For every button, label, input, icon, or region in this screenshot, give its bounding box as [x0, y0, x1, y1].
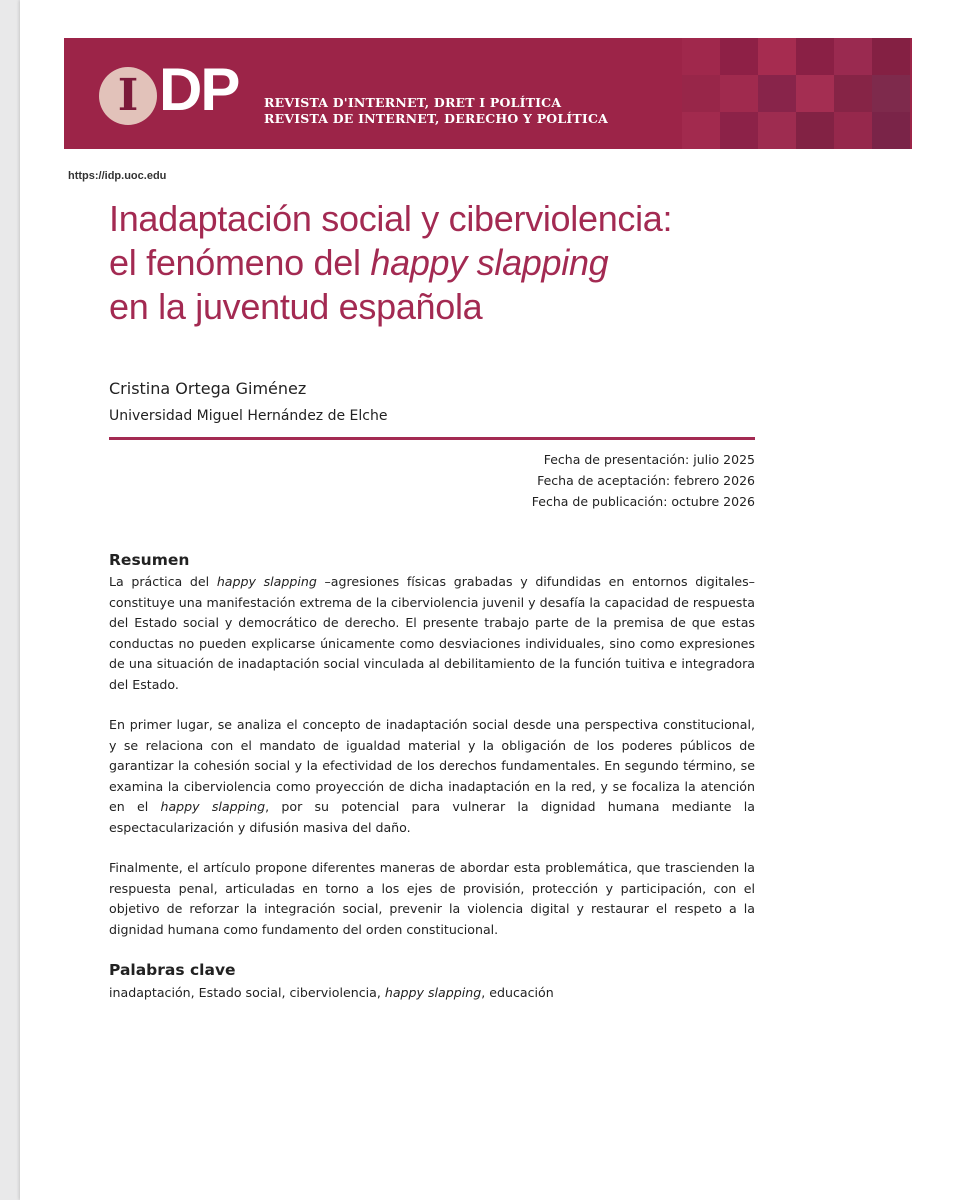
abstract-p1-text-cont: –agresiones físicas grabadas y difundidas en entornos digitales– constituye una manifestación extrema de la ciberviolencia juvenil y desafía la capacidad de respuesta del Estado social y democrático de derecho. El presente trabajo parte de la premisa de que estas conductas no pueden explicarse únicamente como desviaciones individuales, sino como expresiones de una situación de inadaptación social vinculada al debilitamiento de la función tuitiva e integradora del Estado.	[109, 574, 755, 692]
abstract-p2-emphasis: happy slapping	[160, 799, 266, 814]
title-line-2-pre: el fenómeno del	[109, 242, 371, 283]
journal-url-link[interactable]: https://idp.uoc.edu	[68, 170, 167, 182]
journal-title-catalan: REVISTA D'INTERNET, DRET I POLÍTICA	[264, 95, 562, 110]
header-divider	[109, 437, 755, 440]
abstract-p1-emphasis: happy slapping	[216, 574, 317, 589]
abstract-paragraph-1	[109, 572, 755, 695]
author-affiliation: Universidad Miguel Hernández de Elche	[109, 408, 388, 424]
journal-logo-dp: DP	[159, 56, 239, 123]
keywords-emphasis: happy slapping	[384, 985, 482, 1000]
keywords-heading: Palabras clave	[109, 961, 236, 979]
author-name: Cristina Ortega Giménez	[109, 379, 307, 398]
abstract-body	[109, 572, 755, 960]
keywords-list	[109, 983, 755, 1003]
title-line-1: Inadaptación social y ciberviolencia:	[109, 198, 673, 239]
title-line-3: en la juventud española	[109, 286, 483, 327]
abstract-p2-text: En primer lugar, se analiza el concepto de inadaptación social desde una perspectiva constitucional, y se relaciona con el mandato de igualdad material y la obligación de los poderes públicos de garantizar la cohesión social y la efectividad de los derechos fundamentales. En segundo término, se examina la ciberviolencia como proyección de dicha inadaptación en la red, y se focaliza la atención en el	[109, 717, 755, 814]
article-dates	[532, 449, 755, 512]
abstract-paragraph-2	[109, 715, 755, 838]
keywords-text: inadaptación, Estado social, ciberviolencia,	[109, 985, 385, 1000]
date-published: Fecha de publicación: octubre 2026	[531, 494, 755, 509]
abstract-p2-text-cont: , por su potencial para vulnerar la dignidad humana mediante la espectacularización y difusión masiva del daño.	[109, 799, 756, 835]
journal-banner	[64, 38, 912, 149]
abstract-paragraph-3: Finalmente, el artículo propone diferentes maneras de abordar esta problemática, que trascienden la respuesta penal, articuladas en torno a los ejes de provisión, protección y participación, con el objetivo de reforzar la integración social, prevenir la violencia digital y restaurar el respeto a la dignidad humana como fundamento del orden constitucional.	[109, 860, 755, 937]
journal-titles	[264, 95, 608, 127]
title-line-2-emphasis: happy slapping	[370, 242, 609, 283]
journal-logo-circle	[99, 67, 157, 125]
document-page	[20, 0, 974, 1200]
abstract-heading: Resumen	[109, 551, 190, 569]
banner-mosaic-decoration	[682, 38, 912, 149]
date-submitted: Fecha de presentación: julio 2025	[543, 452, 755, 467]
date-accepted: Fecha de aceptación: febrero 2026	[537, 473, 755, 488]
keywords-text-cont: , educación	[481, 985, 554, 1000]
abstract-p1-text: La práctica del	[109, 574, 217, 589]
journal-title-spanish: REVISTA DE INTERNET, DERECHO Y POLÍTICA	[264, 111, 609, 126]
journal-logo-i: I	[117, 70, 139, 121]
article-title	[109, 197, 789, 329]
